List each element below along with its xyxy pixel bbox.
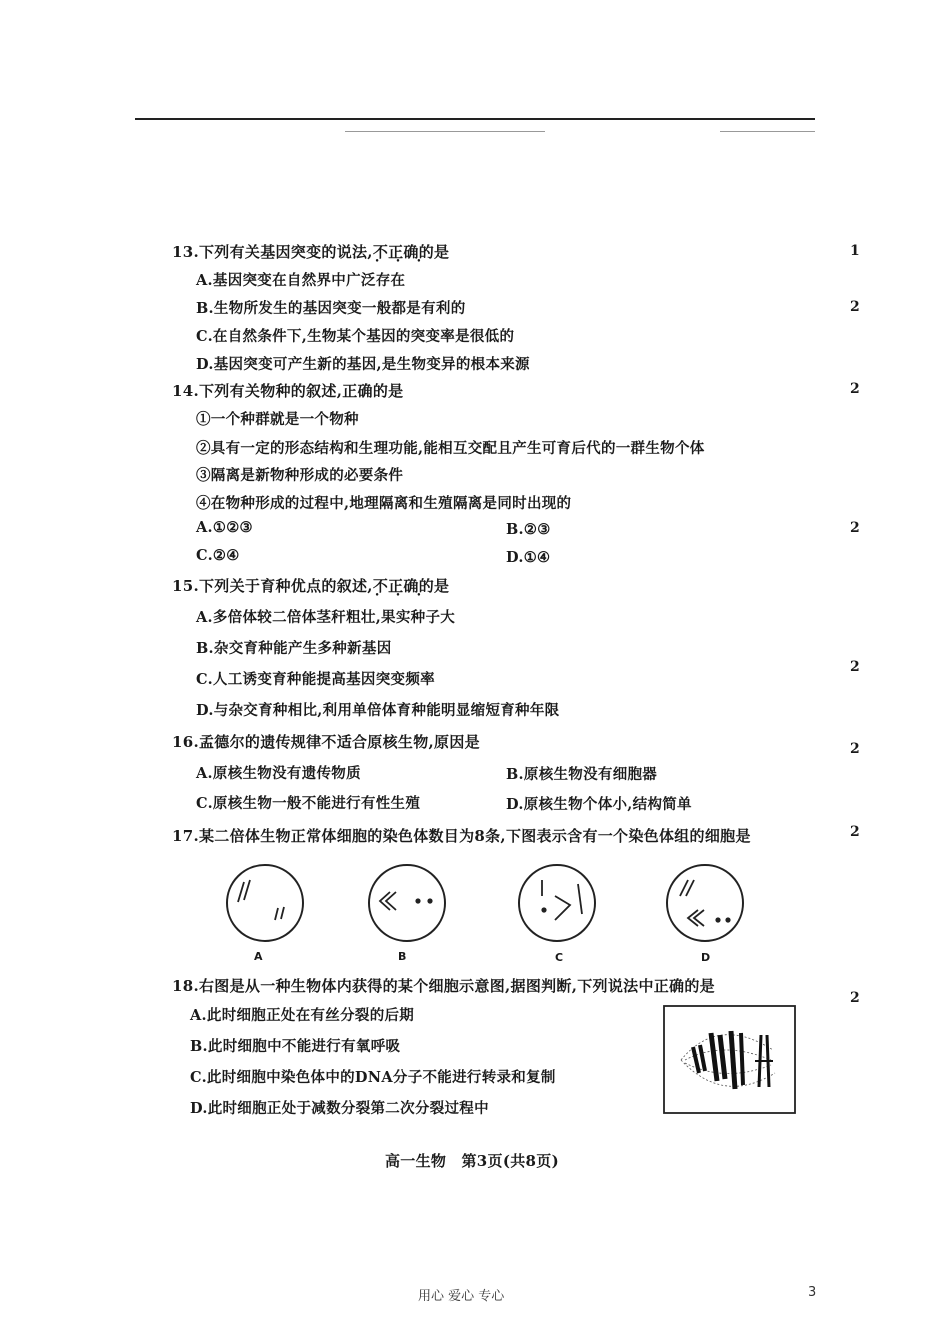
q14-statement-3: ③隔离是新物种形成的必要条件 xyxy=(196,467,404,484)
q13-option-c: C.在自然条件下,生物某个基因的突变率是很低的 xyxy=(196,328,515,345)
header-rule xyxy=(135,118,815,120)
q17-stem: 17.某二倍体生物正常体细胞的染色体数目为8条,下图表示含有一个染色体组的细胞是 xyxy=(172,827,751,845)
q13-option-a: A.基因突变在自然界中广泛存在 xyxy=(196,272,406,289)
q16-option-b: B.原核生物没有细胞器 xyxy=(506,766,658,783)
q15-stem: 15.下列关于育种优点的叙述,不正确 • • •的是 xyxy=(172,575,449,596)
q18-option-c: C.此时细胞中染色体中的DNA分子不能进行转录和复制 xyxy=(190,1069,556,1086)
scan-artifact xyxy=(345,131,545,132)
q18-option-b: B.此时细胞中不能进行有氧呼吸 xyxy=(190,1038,401,1055)
scan-artifact xyxy=(720,131,815,132)
q13-emphasis: 不正确 • • • xyxy=(373,243,419,261)
q15-option-c: C.人工诱变育种能提高基因突变频率 xyxy=(196,671,435,688)
q17-cell-b xyxy=(362,858,452,948)
edge-mark: 2 xyxy=(850,381,860,397)
q14-statement-2: ②具有一定的形态结构和生理功能,能相互交配且产生可育后代的一群生物个体 xyxy=(196,440,705,457)
q17-label-b: B xyxy=(398,950,407,963)
edge-mark: 2 xyxy=(850,741,860,757)
q16-stem: 16.孟德尔的遗传规律不适合原核生物,原因是 xyxy=(172,733,480,751)
q15-option-a: A.多倍体较二倍体茎秆粗壮,果实种子大 xyxy=(196,609,456,626)
q14-statement-1: ①一个种群就是一个物种 xyxy=(196,411,359,428)
edge-mark: 2 xyxy=(850,520,860,536)
q13-stem: 13.下列有关基因突变的说法,不正确 • • •的是 xyxy=(172,241,449,262)
edge-mark: 2 xyxy=(850,824,860,840)
q17-label-d: D xyxy=(701,951,711,964)
q16-option-c: C.原核生物一般不能进行有性生殖 xyxy=(196,795,421,812)
edge-mark: 2 xyxy=(850,299,860,315)
q16-option-a: A.原核生物没有遗传物质 xyxy=(196,765,361,782)
q17-label-a: A xyxy=(254,950,263,963)
q14-option-d: D.①④ xyxy=(506,549,551,566)
q17-label-c: C xyxy=(555,951,564,964)
q18-option-a: A.此时细胞正处在有丝分裂的后期 xyxy=(190,1007,415,1024)
q13-option-d: D.基因突变可产生新的基因,是生物变异的根本来源 xyxy=(196,356,530,373)
edge-mark: 2 xyxy=(850,990,860,1006)
q13-option-b: B.生物所发生的基因突变一般都是有利的 xyxy=(196,300,466,317)
q18-stem: 18.右图是从一种生物体内获得的某个细胞示意图,据图判断,下列说法中正确的是 xyxy=(172,977,715,995)
q18-option-d: D.此时细胞正处于减数分裂第二次分裂过程中 xyxy=(190,1100,489,1117)
q17-cell-d xyxy=(660,858,750,948)
edge-mark: 1 xyxy=(850,243,860,259)
q15-emphasis: 不正确 • • • xyxy=(373,577,419,595)
q14-stem: 14.下列有关物种的叙述,正确的是 xyxy=(172,382,404,400)
q17-cell-c xyxy=(512,858,602,948)
edge-mark: 2 xyxy=(850,659,860,675)
footer-motto: 用心 爱心 专心 xyxy=(418,1289,505,1304)
q14-option-c: C.②④ xyxy=(196,547,240,564)
q15-option-d: D.与杂交育种相比,利用单倍体育种能明显缩短育种年限 xyxy=(196,702,560,719)
q14-option-a: A.①②③ xyxy=(196,519,253,536)
q18-cell-diagram xyxy=(663,1005,796,1114)
q14-option-b: B.②③ xyxy=(506,521,551,538)
q16-option-d: D.原核生物个体小,结构简单 xyxy=(506,796,692,813)
exam-page-footer: 高一生物 第3页(共8页) xyxy=(385,1152,559,1170)
q17-cell-a xyxy=(220,858,310,948)
q15-option-b: B.杂交育种能产生多种新基因 xyxy=(196,640,392,657)
page-number: 3 xyxy=(808,1285,817,1300)
q14-statement-4: ④在物种形成的过程中,地理隔离和生殖隔离是同时出现的 xyxy=(196,495,572,512)
